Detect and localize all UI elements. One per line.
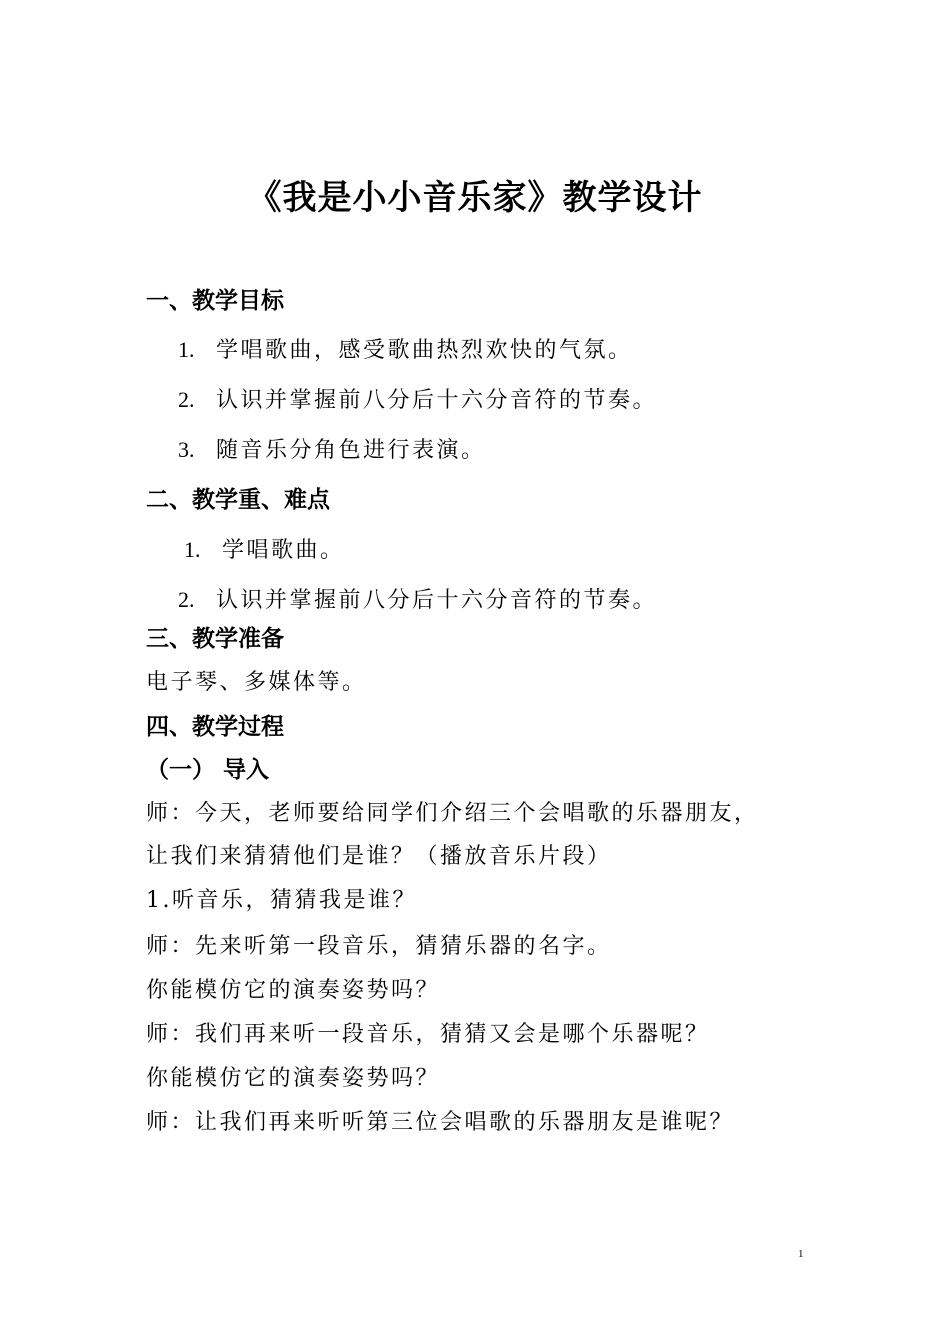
body-paragraph: 师：先来听第一段音乐，猜猜乐器的名字。 bbox=[146, 934, 612, 959]
body-paragraph: 1.听音乐，猜猜我是谁？ bbox=[146, 888, 417, 913]
list-item bbox=[178, 583, 657, 618]
list-item-text: 学唱歌曲。 bbox=[222, 538, 345, 563]
body-paragraph: 你能模仿它的演奏姿势吗？ bbox=[146, 978, 441, 1003]
section-heading-preparation: 三、教学准备 bbox=[146, 626, 284, 652]
list-item bbox=[178, 433, 486, 468]
list-item-text: 认识并掌握前八分后十六分音符的节奏。 bbox=[216, 388, 658, 413]
list-item-number: 2. bbox=[178, 387, 195, 412]
body-paragraph: 让我们来猜猜他们是谁？（播放音乐片段） bbox=[146, 844, 612, 869]
section-heading-process: 四、教学过程 bbox=[146, 714, 284, 740]
body-paragraph: 师：我们再来听一段音乐，猜猜又会是哪个乐器呢？ bbox=[146, 1022, 710, 1047]
section-heading-objectives: 一、教学目标 bbox=[146, 288, 284, 314]
body-paragraph: 师：今天，老师要给同学们介绍三个会唱歌的乐器朋友， bbox=[146, 801, 759, 826]
page-number: 1 bbox=[798, 1248, 804, 1260]
list-item-number: 3. bbox=[178, 437, 195, 462]
list-item-number: 2. bbox=[178, 587, 195, 612]
section-heading-key-points: 二、教学重、难点 bbox=[146, 487, 330, 513]
body-paragraph: 师：让我们再来听听第三位会唱歌的乐器朋友是谁呢？ bbox=[146, 1110, 735, 1135]
list-item bbox=[184, 533, 345, 568]
list-item bbox=[178, 383, 657, 418]
body-paragraph: 你能模仿它的演奏姿势吗？ bbox=[146, 1066, 441, 1091]
subsection-heading-intro: （一） 导入 bbox=[146, 757, 270, 783]
list-item bbox=[178, 333, 633, 368]
list-item-text: 认识并掌握前八分后十六分音符的节奏。 bbox=[216, 588, 658, 613]
list-item-number: 1. bbox=[184, 537, 201, 562]
list-item-text: 随音乐分角色进行表演。 bbox=[216, 438, 486, 463]
list-item-number: 1. bbox=[178, 337, 195, 362]
preparation-text: 电子琴、多媒体等。 bbox=[146, 670, 367, 695]
list-item-text: 学唱歌曲，感受歌曲热烈欢快的气氛。 bbox=[216, 338, 633, 363]
document-title: 《我是小小音乐家》教学设计 bbox=[247, 178, 703, 218]
